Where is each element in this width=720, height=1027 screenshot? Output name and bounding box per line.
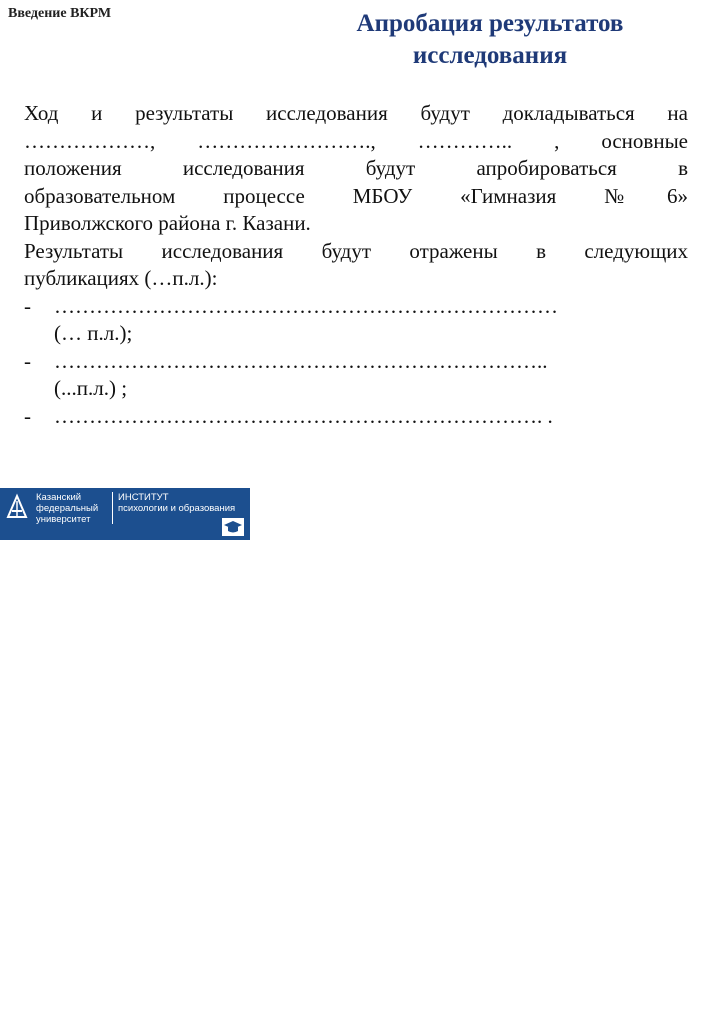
institute-name-line: ИНСТИТУТ (118, 492, 169, 503)
university-emblem-icon (4, 493, 30, 521)
list-dash: - (24, 403, 31, 428)
paragraph-1-line-4: образовательном процессе МБОУ «Гимназия №6» (24, 183, 688, 208)
list-item-pages: (… п.л.); (54, 321, 133, 345)
paragraph-1-line-3: положения исследования будут апробироваться в (24, 156, 688, 180)
section-label: Введение ВКРМ (8, 6, 112, 21)
list-item (24, 293, 688, 321)
paragraph-2-line-1: Результаты исследования будут отражены в следующих (24, 238, 688, 263)
university-name-line: Казанский (36, 492, 82, 503)
slide-title-line-1: Апробация результатов (356, 10, 624, 37)
footer-caption: Педагогическая магистратура (51, 1016, 199, 1027)
paragraph-1-line-5: Приволжского района г. Казани. (24, 211, 311, 235)
list-item-dots: ……………………………………………………………… (54, 293, 558, 318)
university-name-line: федеральный (36, 503, 99, 514)
paragraph-1-line-2: ………………, ……………………., ………….. , основные (24, 128, 688, 153)
paragraph-1-line-1: Ход и результаты исследования будут докладываться на (24, 101, 688, 125)
university-name-line: университет (36, 514, 91, 525)
logo-divider (112, 492, 113, 524)
slide-title (280, 8, 700, 72)
list-dash: - (24, 293, 31, 318)
list-item (24, 403, 688, 431)
list-item-dots: …………………………………………………………….. (54, 348, 548, 373)
graduation-cap-icon (222, 518, 244, 536)
list-item-pages: (...п.л.) ; (54, 376, 128, 400)
institute-name-line: психологии и образования (118, 503, 236, 514)
body-text (24, 100, 688, 430)
list-item (24, 348, 688, 376)
university-logo-banner (0, 488, 250, 1027)
list-item-dots: ……………………………………………………………. . (54, 403, 553, 428)
institute-name (118, 492, 246, 514)
paragraph-2-line-2: публикациях (…п.л.): (24, 266, 218, 290)
university-name (36, 492, 108, 525)
slide-title-line-2: исследования (412, 42, 568, 69)
list-dash: - (24, 348, 31, 373)
